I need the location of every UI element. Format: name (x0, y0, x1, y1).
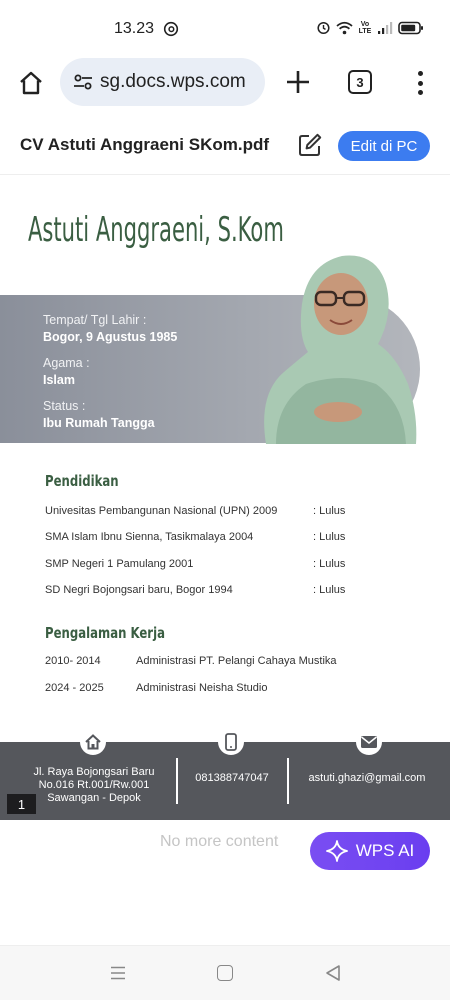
status-icons (316, 20, 424, 35)
home-button[interactable] (14, 66, 48, 100)
edit-icon[interactable] (297, 132, 323, 158)
tab-count: 3 (356, 74, 364, 90)
contact-address (20, 766, 168, 805)
status-time: 13.23 (114, 20, 155, 37)
address-line: Sawangan - Depok (47, 792, 141, 804)
education-school: SMP Negeri 1 Pamulang 2001 (45, 558, 194, 570)
info-religion (43, 356, 90, 387)
profile-photo (246, 244, 426, 444)
house-icon (80, 729, 106, 755)
info-label: Status : (43, 399, 86, 413)
address-line: No.016 Rt.001/Rw.001 (38, 779, 150, 791)
info-status (43, 399, 155, 430)
education-school: SD Negri Bojongsari baru, Bogor 1994 (45, 584, 233, 596)
menu-dot (418, 71, 423, 76)
browser-toolbar (0, 58, 450, 108)
education-status: : Lulus (313, 531, 346, 543)
browser-menu-button[interactable] (410, 68, 430, 98)
education-school: SMA Islam Ibnu Sienna, Tasikmalaya 2004 (45, 531, 254, 543)
alarm-icon (316, 20, 331, 35)
info-label: Agama : (43, 356, 90, 370)
menu-dot (418, 90, 423, 95)
tab-switcher-button[interactable] (348, 70, 372, 94)
home-icon (18, 70, 44, 96)
wps-ai-label: WPS AI (355, 841, 415, 860)
education-status: : Lulus (313, 584, 346, 596)
status-bar (0, 0, 450, 58)
recent-apps-icon[interactable] (110, 965, 126, 981)
work-period: 2010- 2014 (45, 655, 101, 667)
contact-divider (176, 758, 178, 804)
document-title: CV Astuti Anggraeni SKom.pdf (20, 135, 270, 154)
system-nav-bar (0, 945, 450, 1000)
work-period: 2024 - 2025 (45, 682, 104, 694)
info-value: Ibu Rumah Tangga (43, 416, 155, 430)
wps-ai-button[interactable] (310, 832, 430, 870)
battery-icon (398, 21, 424, 35)
info-label: Tempat/ Tgl Lahir : (43, 313, 147, 327)
volte-label: Vo LTE (358, 20, 372, 35)
wifi-icon (336, 21, 353, 35)
address-line: Jl. Raya Bojongsari Baru (33, 766, 155, 778)
threads-icon (163, 21, 179, 37)
contact-email: astuti.ghazi@gmail.com (308, 772, 426, 784)
document-header (0, 115, 450, 175)
no-more-content-label: No more content (160, 833, 279, 850)
new-tab-button[interactable] (282, 66, 314, 98)
phone-icon (218, 729, 244, 755)
signal-icon (377, 21, 393, 35)
work-job: Administrasi PT. Pelangi Cahaya Mustika (136, 655, 337, 667)
education-status: : Lulus (313, 505, 346, 517)
contact-divider (287, 758, 289, 804)
cv-name: Astuti Anggraeni, S.Kom (28, 210, 284, 250)
address-bar[interactable] (60, 58, 265, 106)
education-school: Univesitas Pembangunan Nasional (UPN) 2009 (45, 505, 278, 517)
url-text: sg.docs.wps.com (100, 71, 246, 92)
work-title: Pengalaman Kerja (45, 624, 165, 642)
back-icon[interactable] (324, 964, 342, 982)
info-value: Bogor, 9 Agustus 1985 (43, 330, 178, 344)
info-value: Islam (43, 373, 75, 387)
sparkle-icon (326, 840, 348, 862)
contact-phone: 081388747047 (195, 772, 269, 784)
document-page[interactable] (0, 176, 450, 820)
work-job: Administrasi Neisha Studio (136, 682, 268, 694)
education-title: Pendidikan (45, 472, 119, 490)
page-number-badge: 1 (7, 794, 36, 814)
site-settings-icon[interactable] (72, 71, 94, 93)
menu-dot (418, 81, 423, 86)
nav-home-icon[interactable] (217, 965, 233, 981)
edit-on-pc-button[interactable]: Edit di PC (338, 131, 430, 161)
info-birth (43, 313, 177, 344)
mail-icon (356, 729, 382, 755)
education-status: : Lulus (313, 558, 346, 570)
